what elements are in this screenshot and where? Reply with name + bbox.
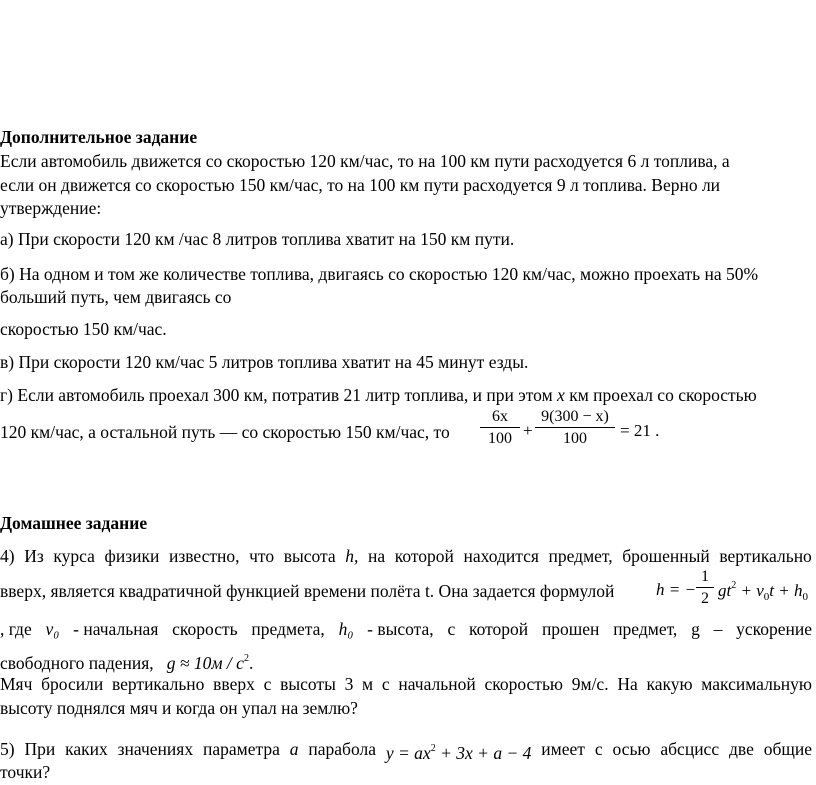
task4-line-5 — [0, 673, 812, 695]
extra-heading: Дополнительное задание — [0, 127, 198, 147]
word: предмета, — [251, 619, 325, 639]
word: с — [263, 674, 272, 694]
extra-intro-line-1: Если автомобиль движется со скоростью 120 км/час, то на 100 км пути расходуется 6 л топлива, а — [0, 151, 730, 171]
word: на — [367, 546, 386, 566]
word: g — [691, 619, 700, 639]
word: вверх — [213, 674, 255, 694]
word: При — [24, 739, 56, 759]
word: которой — [469, 619, 529, 639]
g-value: g ≈ 10м / с — [166, 653, 244, 673]
word: , где — [0, 619, 32, 639]
fraction-numerator: 1 — [696, 568, 714, 588]
task4-line-6: высоту поднялся мяч и когда он упал на землю? — [0, 698, 358, 718]
task4-line-2: вверх, является квадратичной функцией времени полёта t. Она задается формулой — [0, 581, 615, 601]
word: вертикально — [111, 674, 205, 694]
word: физики — [104, 546, 160, 566]
word: известно, — [168, 546, 240, 566]
word: с — [381, 674, 390, 694]
formula-g-rhs: = 21 . — [620, 421, 660, 440]
word: находится — [463, 546, 539, 566]
word: абсцисс — [660, 739, 720, 759]
word: каких — [65, 739, 108, 759]
fraction-numerator: 9(300 − x) — [535, 408, 615, 428]
word: высота — [283, 546, 336, 566]
formula-h-lhs: h = − — [656, 580, 696, 599]
extra-item-b-line-3: скоростью 150 км/час. — [0, 319, 167, 339]
task5-line-1 — [0, 738, 812, 764]
word: скорость — [172, 619, 238, 639]
word: 4) — [0, 546, 15, 566]
word: 5) — [0, 739, 15, 759]
fraction-denominator: 100 — [488, 430, 512, 447]
word: с — [447, 619, 456, 639]
word: a — [289, 739, 299, 759]
task4-line-3 — [0, 618, 812, 640]
word: ускорение — [736, 619, 812, 639]
fraction-numerator: 6x — [480, 408, 520, 428]
word: что — [249, 546, 275, 566]
word: Из — [24, 546, 44, 566]
word: значениях — [117, 739, 194, 759]
formula-h-fraction — [696, 568, 714, 608]
word: – — [713, 619, 723, 639]
word: брошенный — [622, 546, 710, 566]
word: 3 — [344, 674, 354, 694]
word: v₀ — [45, 619, 60, 639]
parabola-formula: $y = ax^2 + 3x + a - 4$ — [385, 743, 532, 763]
word: с — [594, 739, 603, 759]
word: h, — [345, 546, 359, 566]
word: которой — [394, 546, 454, 566]
word: бросили — [41, 674, 104, 694]
word: - начальная — [73, 619, 159, 639]
word: - высота, — [367, 619, 434, 639]
formula-g-plus: + — [523, 421, 533, 440]
fraction-denominator: 100 — [563, 430, 587, 447]
extra-item-g-line-1: г) Если автомобиль проехал 300 км, потратив 21 литр топлива, и при этом x км проехал со скоростью — [0, 385, 757, 405]
word: прошен — [541, 619, 600, 639]
word: общие — [763, 739, 812, 759]
word: осью — [612, 739, 651, 759]
task4-line-4: свободного падения, $g \approx 10м / с^2$. — [0, 653, 254, 673]
extra-item-a: а) При скорости 120 км /час 8 литров топлива хватит на 150 км пути. — [0, 229, 515, 249]
word: скоростью — [484, 674, 564, 694]
formula-h-rest: $gt^2 + v_0t + h_0$ — [718, 580, 808, 603]
word: курса — [53, 546, 95, 566]
extra-intro-line-2: если он движется со скоростью 150 км/час, то на 100 км пути расходуется 9 л топлива. Верно ли — [0, 175, 721, 195]
word: параметра — [202, 739, 280, 759]
word: имеет — [541, 739, 585, 759]
fraction-denominator: 2 — [701, 590, 709, 607]
formula-g-fraction-1 — [480, 408, 520, 448]
word: предмет, — [548, 546, 613, 566]
task4-line-1 — [0, 545, 812, 567]
word: предмет, — [613, 619, 678, 639]
extra-item-b-line-1: б) На одном и том же количестве топлива, двигаясь со скоростью 120 км/час, можно проехать на 50% — [0, 264, 759, 284]
extra-intro-line-3: утверждение: — [0, 198, 102, 218]
task5-line-2: точки? — [0, 762, 51, 782]
formula-g-fraction-2 — [535, 408, 615, 448]
word: м — [362, 674, 374, 694]
word: вертикально — [719, 546, 812, 566]
word: начальной — [398, 674, 476, 694]
word: h₀ — [338, 619, 354, 639]
word: парабола — [308, 739, 376, 759]
word: максимальную — [701, 674, 812, 694]
word: Мяч — [0, 674, 33, 694]
extra-item-g-line-2: 120 км/час, а остальной путь — со скоростью 150 км/час, то — [0, 422, 450, 442]
word: две — [729, 739, 754, 759]
home-heading: Домашнее задание — [0, 513, 148, 533]
word: 9м/с. — [571, 674, 609, 694]
word: какую — [646, 674, 693, 694]
word: На — [617, 674, 638, 694]
extra-item-v: в) При скорости 120 км/час 5 литров топлива хватит на 45 минут езды. — [0, 352, 529, 372]
word: высоты — [280, 674, 336, 694]
extra-item-b-line-2: больший путь, чем двигаясь со — [0, 287, 232, 307]
